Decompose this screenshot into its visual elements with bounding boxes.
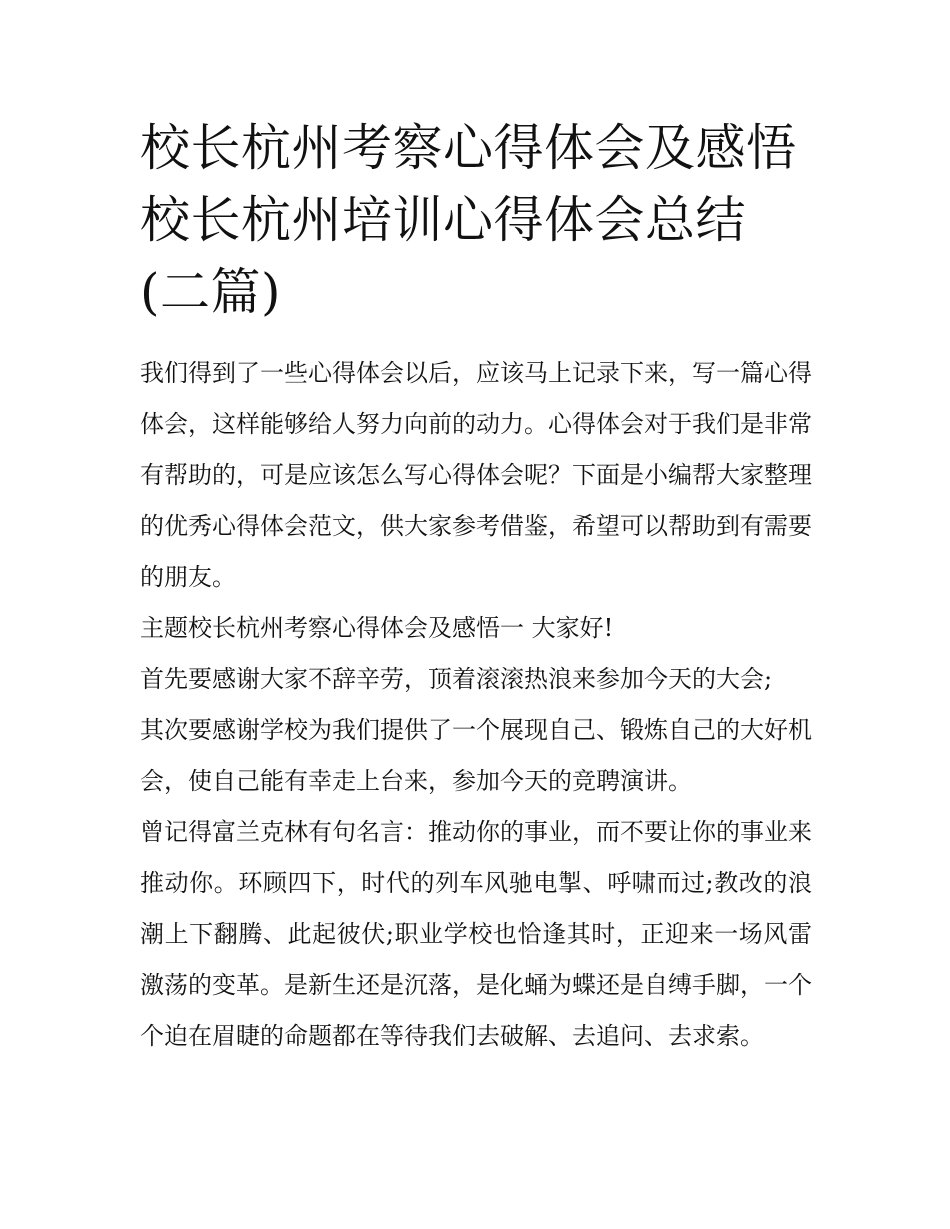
document-title: 校长杭州考察心得体会及感悟 校长杭州培训心得体会总结(二篇) <box>140 119 797 321</box>
document-page <box>140 112 812 1062</box>
topic-heading-paragraph: 主题校长杭州考察心得体会及感悟一 大家好! <box>140 614 614 642</box>
quote-paragraph: 曾记得富兰克林有句名言：推动你的事业，而不要让你的事业来推动你。环顾四下，时代的列车风驰电掣、呼啸而过;教改的浪潮上下翻腾、此起彼伏;职业学校也恰逢其时，正迎来一场风雷激荡的变革。是新生还是沉落，是化蛹为蝶还是自缚手脚，一个个迫在眉睫的命题都在等待我们去破解、去追问、去求索。 <box>140 818 812 1050</box>
thanks-paragraph: 首先要感谢大家不辞辛劳，顶着滚滚热浪来参加今天的大会; <box>140 665 773 693</box>
intro-paragraph: 我们得到了一些心得体会以后，应该马上记录下来，写一篇心得体会，这样能够给人努力向前的动力。心得体会对于我们是非常有帮助的，可是应该怎么写心得体会呢？下面是小编帮大家整理的优秀心得体会范文，供大家参考借鉴，希望可以帮助到有需要的朋友。 <box>140 359 812 591</box>
gratitude-paragraph: 其次要感谢学校为我们提供了一个展现自己、锻炼自己的大好机会，使自己能有幸走上台来，参加今天的竞聘演讲。 <box>140 716 812 795</box>
